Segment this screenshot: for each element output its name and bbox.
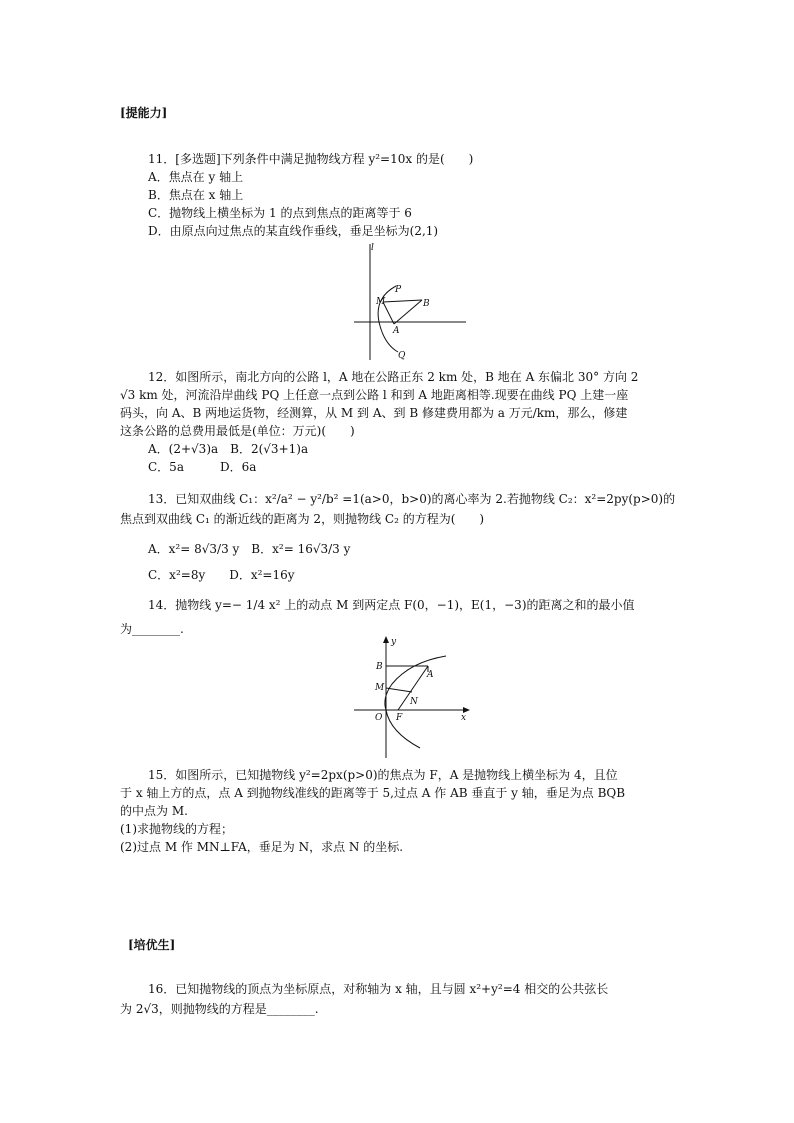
q15-part-2: (2)过点 M 作 MN⊥FA，垂足为 N，求点 N 的坐标. [120,840,404,854]
label-n: N [410,697,418,707]
q16-line-1: 16．已知抛物线的顶点为坐标原点，对称轴为 x 轴，且与圆 x²+y²=4 相交的公共弦长 [148,982,609,996]
label-a: A [393,326,400,336]
segment-mn [386,688,412,692]
label-p: P [395,285,402,295]
section-heading-tineng: [提能力] [120,106,168,120]
y-axis-arrow [383,636,389,643]
q15-part-1: (1)求抛物线的方程； [120,822,233,836]
q15-line-3: 的中点为 M. [120,804,188,818]
curve-pq [378,286,398,352]
q11-stem: 11．[多选题]下列条件中满足抛物线方程 y²=10x 的是( ) [148,152,474,166]
q13-options-cd: C．x²=8y D．x²=16y [148,568,295,582]
q16-line-2: 为 2√3，则抛物线的方程是________. [120,1002,319,1016]
q14-line-1: 14．抛物线 y=− 1/4 x² 上的动点 M 到两定点 F(0，−1)，E(1，−3)的距离之和的最小值 [148,598,635,612]
q13-options-ab: A．x²= 8√3/3 y B．x²= 16√3/3 y [148,542,351,556]
q12-options-ab: A．(2+√3)a B．2(√3+1)a [148,442,309,456]
label-m: M [375,683,385,693]
label-q: Q [398,351,406,361]
q15-line-2: 于 x 轴上方的点，点 A 到抛物线准线的距离等于 5,过点 A 作 AB 垂直于 y 轴，垂足为点 BQB [120,786,626,800]
label-b: B [423,299,430,309]
label-y: y [391,637,397,647]
q12-line-1: 12．如图所示，南北方向的公路 l，A 地在公路正东 2 km 处，B 地在 A 东偏北 30° 方向 2 [148,370,639,384]
q12-options-cd: C．5a D．6a [148,460,257,474]
segment-ab [394,300,422,324]
label-a: A [427,670,434,680]
label-b: B [376,662,383,672]
label-f: F [396,713,403,723]
label-m: M [376,297,386,307]
q11-option-a: A．焦点在 y 轴上 [148,170,244,184]
q13-line-1: 13．已知双曲线 C₁：x²/a² − y²/b² =1(a>0，b>0)的离心率为 2.若抛物线 C₂：x²=2py(p>0)的 [148,492,676,506]
q11-option-c: C．抛物线上横坐标为 1 的点到焦点的距离等于 6 [148,206,412,220]
label-x: x [461,713,467,723]
segment-mb [383,300,422,302]
q12-figure [352,240,470,362]
q14-line-2: 为________. [120,622,184,636]
label-o: O [375,713,383,723]
q12-line-2: √3 km 处，河流沿岸曲线 PQ 上任意一点到公路 l 和到 A 地距离相等.现要在曲线 PQ 上建一座 [120,388,629,402]
q11-option-b: B．焦点在 x 轴上 [148,188,244,202]
section-heading-peiyou: [培优生] [128,938,176,952]
label-l: l [371,243,374,253]
q13-line-2: 焦点到双曲线 C₁ 的渐近线的距离为 2，则抛物线 C₂ 的方程为( ) [120,512,485,526]
q15-line-1: 15．如图所示，已知抛物线 y²=2px(p>0)的焦点为 F，A 是抛物线上横坐标为 4，且位 [148,768,618,782]
q11-option-d: D．由原点向过焦点的某直线作垂线，垂足坐标为(2,1) [148,224,439,238]
q12-line-4: 这条公路的总费用最低是(单位：万元)( ) [120,424,355,438]
q12-line-3: 码头，向 A、B 两地运货物，经测算，从 M 到 A、到 B 修建费用都为 a 万元/km，那么，修建 [120,406,628,420]
q15-figure [350,632,474,762]
